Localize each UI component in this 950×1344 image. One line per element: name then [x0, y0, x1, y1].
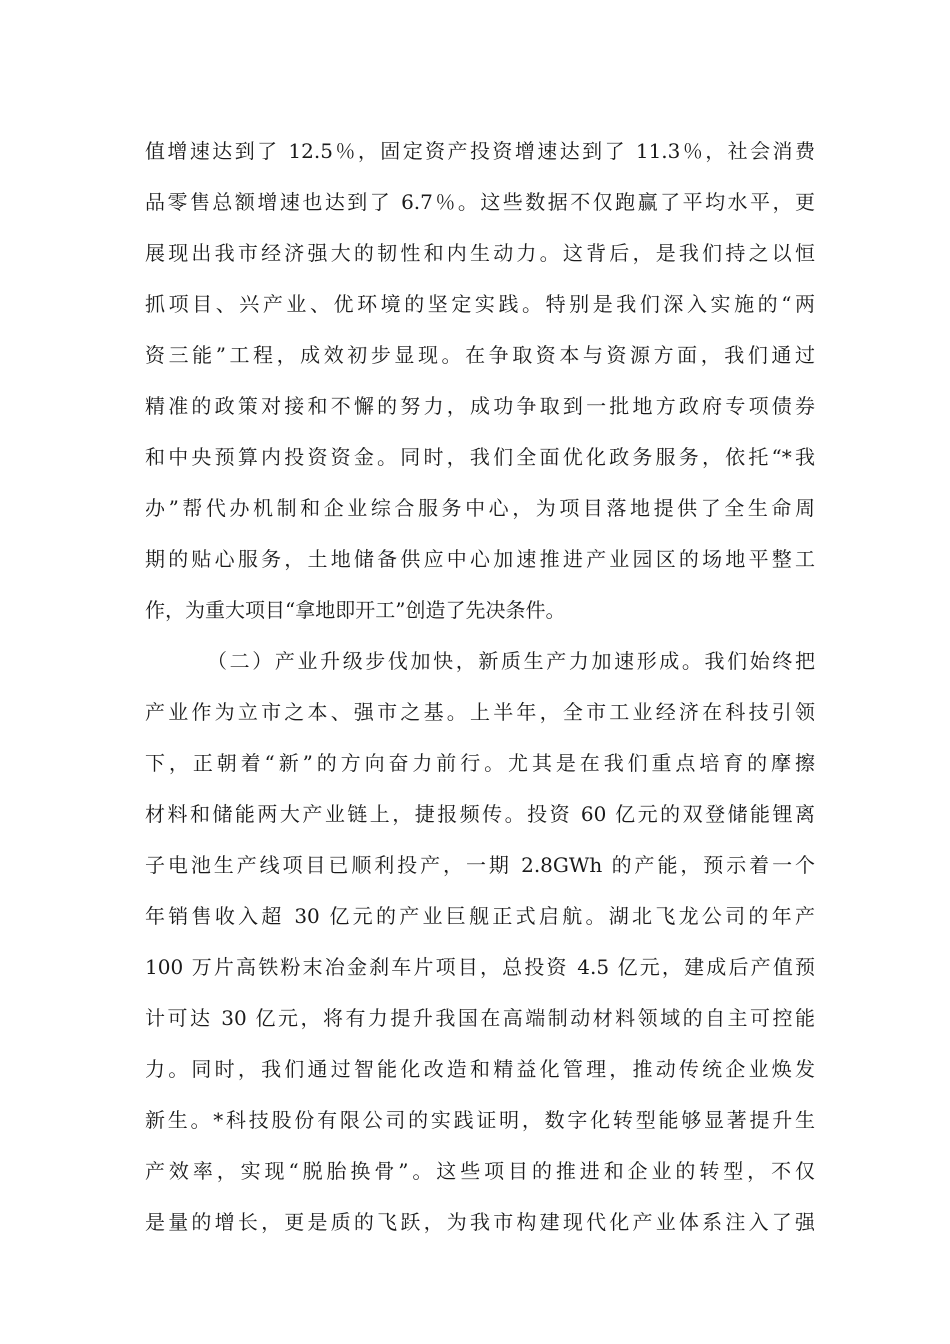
text-line: 资三能”工程，成效初步显现。在争取资本与资源方面，我们通过: [145, 343, 815, 367]
text-line: 产效率，实现“脱胎换骨”。这些项目的推进和企业的转型，不仅: [145, 1159, 815, 1183]
section-heading-line: （二）产业升级步伐加快，新质生产力加速形成。我们始终把: [207, 649, 815, 673]
text-line: 材料和储能两大产业链上，捷报频传。投资 60 亿元的双登储能锂离: [145, 802, 815, 826]
text-line: 子电池生产线项目已顺利投产，一期 2.8GWh 的产能，预示着一个: [145, 853, 815, 877]
text-line: 新生。*科技股份有限公司的实践证明，数字化转型能够显著提升生: [145, 1108, 815, 1132]
text-line: 下，正朝着“新”的方向奋力前行。尤其是在我们重点培育的摩擦: [145, 751, 815, 775]
paragraph-industrial-upgrade: [145, 636, 815, 1248]
text-line: 作，为重大项目“拿地即开工”创造了先决条件。: [145, 598, 566, 622]
text-line: 办”帮代办机制和企业综合服务中心，为项目落地提供了全生命周: [145, 496, 815, 520]
text-line: 年销售收入超 30 亿元的产业巨舰正式启航。湖北飞龙公司的年产: [145, 904, 815, 928]
text-line: 和中央预算内投资资金。同时，我们全面优化政务服务，依托“*我: [145, 445, 815, 469]
text-line: 力。同时，我们通过智能化改造和精益化管理，推动传统企业焕发: [145, 1057, 815, 1081]
text-line: 展现出我市经济强大的韧性和内生动力。这背后，是我们持之以恒: [145, 241, 815, 265]
document-body: [145, 126, 815, 1248]
text-line: 期的贴心服务，土地储备供应中心加速推进产业园区的场地平整工: [145, 547, 815, 571]
text-line: 产业作为立市之本、强市之基。上半年，全市工业经济在科技引领: [145, 700, 815, 724]
text-line: 品零售总额增速也达到了 6.7％。这些数据不仅跑赢了平均水平，更: [145, 190, 815, 214]
text-line: 值增速达到了 12.5％，固定资产投资增速达到了 11.3％，社会消费: [145, 139, 815, 163]
text-line: 是量的增长，更是质的飞跃，为我市构建现代化产业体系注入了强: [145, 1210, 815, 1234]
text-line: 计可达 30 亿元，将有力提升我国在高端制动材料领域的自主可控能: [145, 1006, 815, 1030]
text-line: 精准的政策对接和不懈的努力，成功争取到一批地方政府专项债券: [145, 394, 815, 418]
paragraph-economic-growth: [145, 126, 815, 636]
text-line: 抓项目、兴产业、优环境的坚定实践。特别是我们深入实施的“两: [145, 292, 815, 316]
text-line: 100 万片高铁粉末冶金刹车片项目，总投资 4.5 亿元，建成后产值预: [145, 955, 815, 979]
